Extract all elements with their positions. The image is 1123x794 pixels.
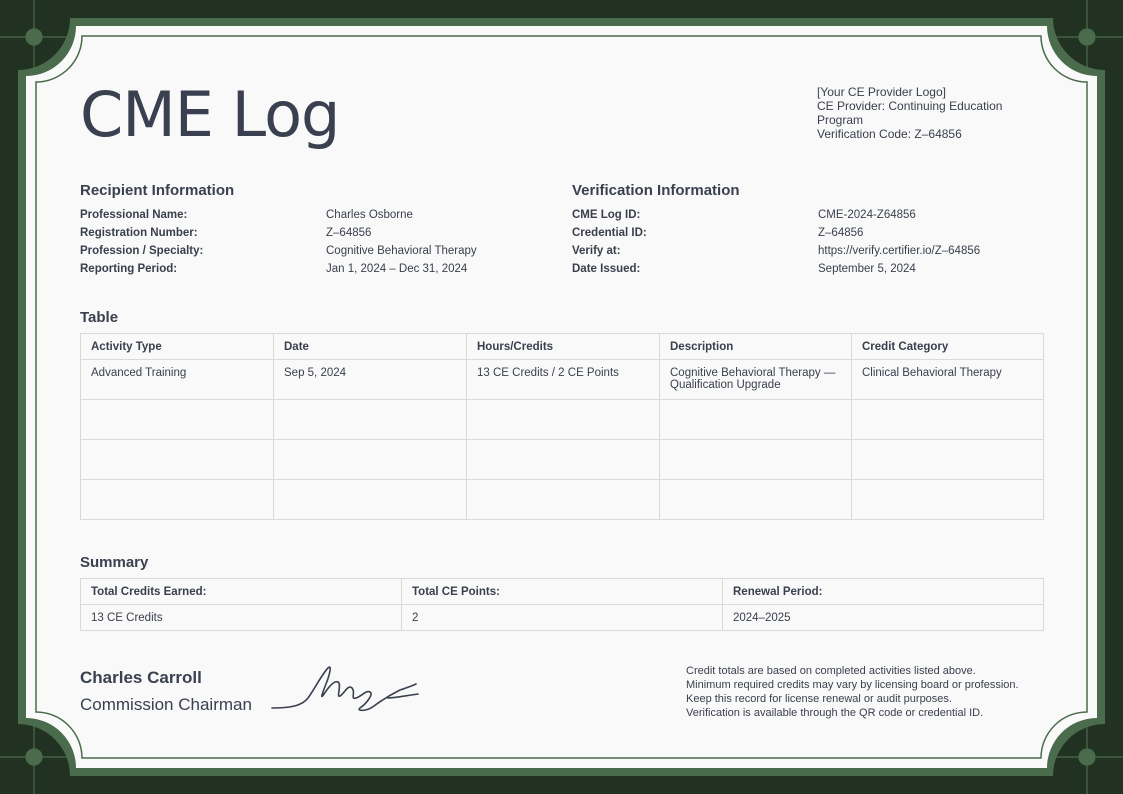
table-cell: 13 CE Credits / 2 CE Points: [467, 360, 660, 400]
table-row: [81, 440, 1044, 480]
info-label: Verify at:: [572, 245, 621, 257]
verification-code: Verification Code: Z–64856: [817, 127, 962, 141]
recipient-info: [80, 206, 477, 278]
provider-name-line2: Program: [817, 113, 864, 127]
provider-name-line1: CE Provider: Continuing Education: [817, 99, 1003, 113]
info-value: Jan 1, 2024 – Dec 31, 2024: [326, 263, 468, 275]
summary-label: Renewal Period:: [723, 579, 1044, 605]
table-cell: Advanced Training: [81, 360, 274, 400]
info-label: Credential ID:: [572, 227, 647, 239]
table-cell: [467, 440, 660, 480]
recipient-row: [80, 206, 477, 224]
info-label: Date Issued:: [572, 263, 641, 275]
table-cell: [660, 480, 852, 520]
footnote-line: Credit totals are based on completed activities listed above.: [686, 665, 976, 677]
provider-block: [817, 85, 1057, 141]
info-value: September 5, 2024: [818, 263, 916, 275]
table-cell: [660, 400, 852, 440]
column-header: Date: [274, 334, 467, 360]
document-title: CME Log: [80, 78, 340, 151]
column-header: Description: [660, 334, 852, 360]
info-label: Profession / Specialty:: [80, 245, 204, 257]
table-row: [81, 360, 1044, 400]
verification-info: [572, 206, 980, 278]
verification-row: [572, 260, 980, 278]
info-value: CME-2024-Z64856: [818, 209, 916, 221]
table-cell: [81, 480, 274, 520]
table-row: [81, 480, 1044, 520]
recipient-row: [80, 260, 477, 278]
signatory-name: Charles Carroll: [80, 668, 202, 687]
recipient-row: [80, 224, 477, 242]
table-cell: Cognitive Behavioral Therapy — Qualification Upgrade: [660, 360, 852, 400]
footnote-line: Minimum required credits may vary by licensing board or profession.: [686, 679, 1019, 691]
recipient-heading: Recipient Information: [80, 182, 235, 199]
table-cell: [660, 440, 852, 480]
column-header: Credit Category: [852, 334, 1044, 360]
info-value: Z–64856: [326, 227, 372, 239]
summary-value: 2: [402, 605, 723, 631]
verification-row: [572, 224, 980, 242]
table-row: [81, 400, 1044, 440]
table-cell: [274, 440, 467, 480]
table-cell: [274, 400, 467, 440]
column-header: Activity Type: [81, 334, 274, 360]
signature-image: [270, 660, 425, 720]
footnote-line: Verification is available through the QR code or credential ID.: [686, 707, 984, 719]
verification-heading: Verification Information: [572, 182, 740, 199]
summary-header-row: [81, 579, 1044, 605]
table-cell: [81, 400, 274, 440]
table-cell: [852, 480, 1044, 520]
summary-label: Total CE Points:: [402, 579, 723, 605]
footnote-line: Keep this record for license renewal or audit purposes.: [686, 693, 952, 705]
summary-value: 2024–2025: [723, 605, 1044, 631]
table-cell: Sep 5, 2024: [274, 360, 467, 400]
signatory-title: Commission Chairman: [80, 695, 252, 714]
verification-row: [572, 206, 980, 224]
verification-row: [572, 242, 980, 260]
summary-value-row: [81, 605, 1044, 631]
table-cell: Clinical Behavioral Therapy: [852, 360, 1044, 400]
info-label: Professional Name:: [80, 209, 188, 221]
footnotes: [686, 664, 1019, 720]
recipient-row: [80, 242, 477, 260]
table-header-row: [81, 334, 1044, 360]
table-cell: [467, 400, 660, 440]
activity-table: [80, 333, 1044, 520]
table-cell: [852, 400, 1044, 440]
table-cell: [81, 440, 274, 480]
info-label: CME Log ID:: [572, 209, 641, 221]
summary-value: 13 CE Credits: [81, 605, 402, 631]
verify-url: https://verify.certifier.io/Z–64856: [818, 245, 981, 257]
table-cell: [852, 440, 1044, 480]
info-value: Charles Osborne: [326, 209, 413, 221]
provider-logo-placeholder: [Your CE Provider Logo]: [817, 85, 946, 99]
table-cell: [467, 480, 660, 520]
column-header: Hours/Credits: [467, 334, 660, 360]
info-value: Cognitive Behavioral Therapy: [326, 245, 477, 257]
info-label: Registration Number:: [80, 227, 198, 239]
table-cell: [274, 480, 467, 520]
table-heading: Table: [80, 309, 119, 326]
summary-table: [80, 578, 1044, 631]
summary-heading: Summary: [80, 554, 149, 571]
summary-label: Total Credits Earned:: [81, 579, 402, 605]
info-value: Z–64856: [818, 227, 864, 239]
info-label: Reporting Period:: [80, 263, 178, 275]
